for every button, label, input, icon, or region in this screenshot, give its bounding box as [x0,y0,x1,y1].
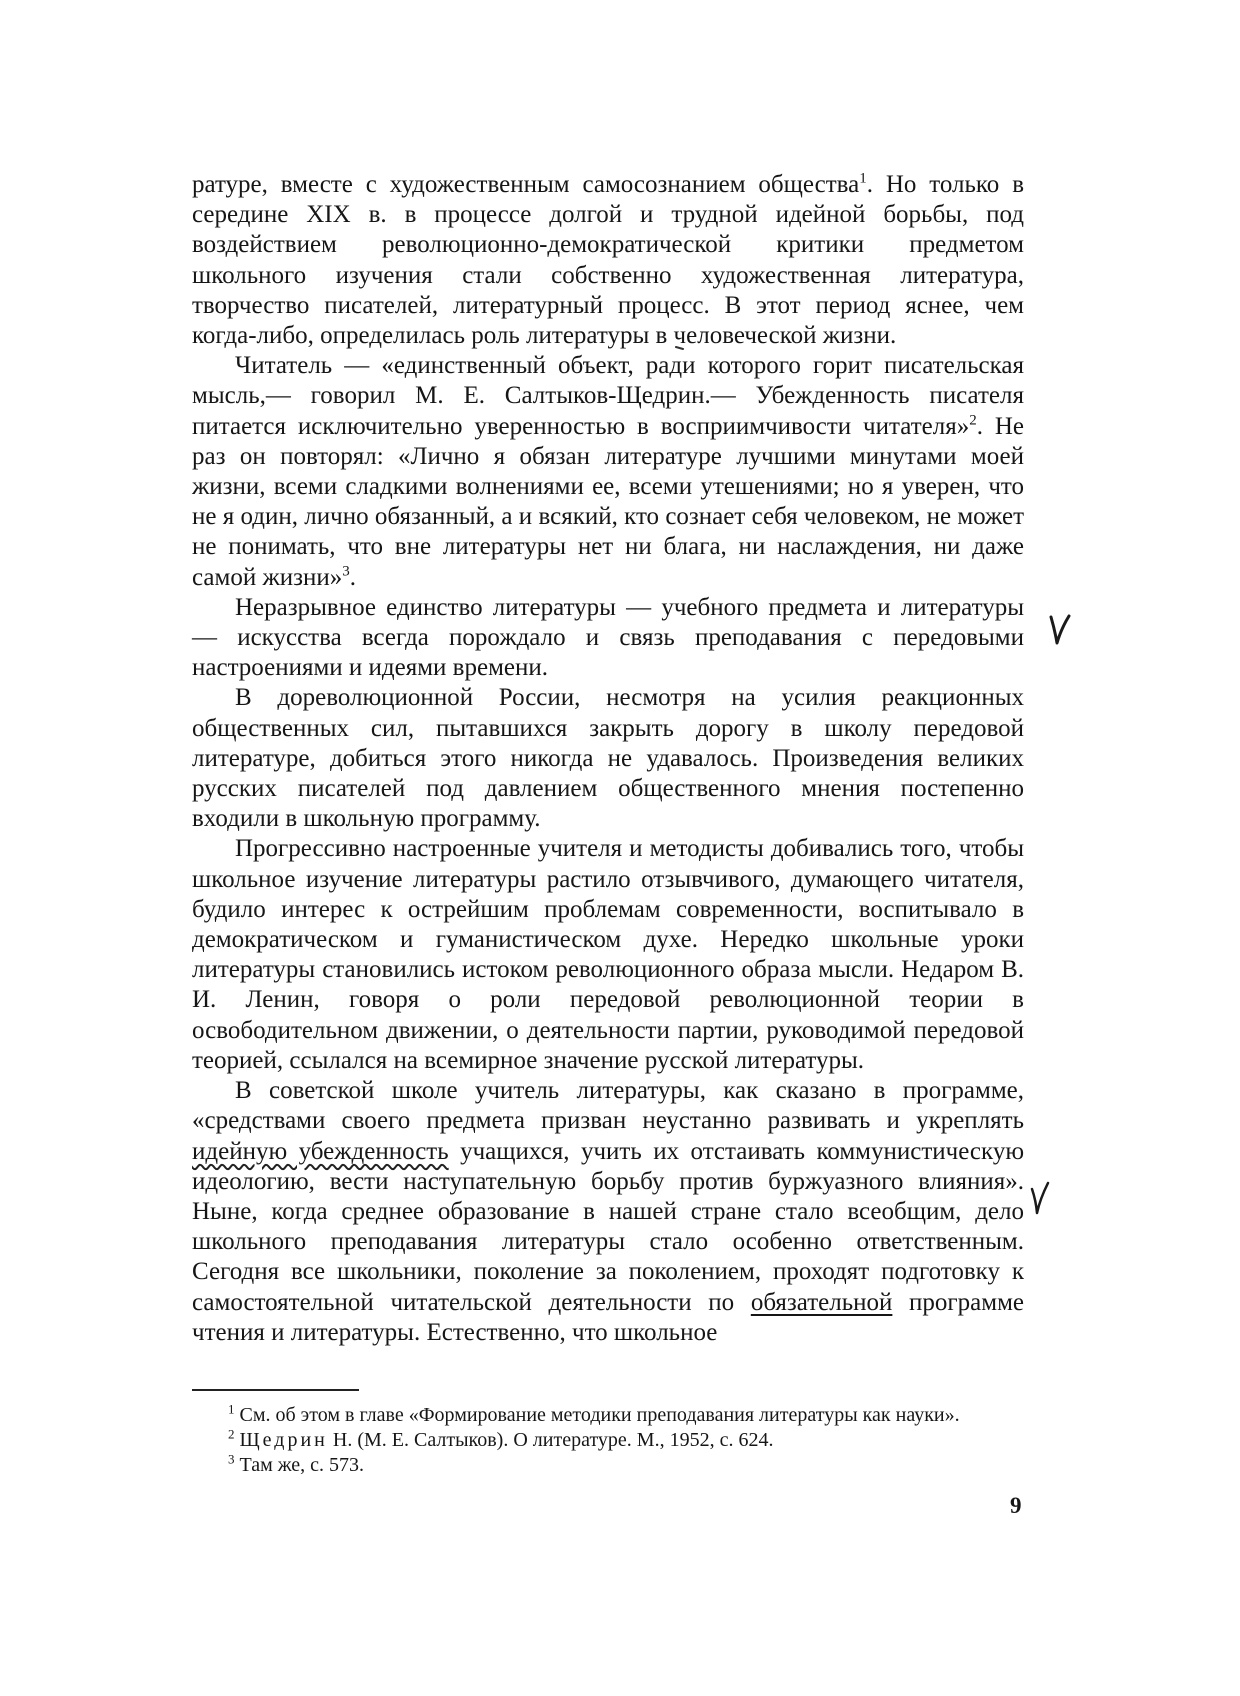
paragraph-3: Неразрывное единство литературы — учебного предмета и литературы — искусства всегда порождало и связь преподавания с передовыми настроениями и идеями времени. [192,593,1024,682]
footnote-text: Н. (М. Е. Салтыков). О литературе. М., 1952, с. 624. [327,1429,774,1451]
handwritten-underline-word: обязательной [750,1288,893,1316]
footnote-author: Щедрин [239,1429,328,1451]
text-run: . [349,563,356,591]
handwritten-check-mark-icon [1048,613,1072,649]
footnote-ref-3: 3 [342,563,350,580]
text-run: программе чтения и литературы. Естественно, что школьное [192,1288,1025,1346]
paragraph-6 [192,1076,1024,1348]
main-text [192,170,1024,1348]
paragraph-4: В дореволюционной России, несмотря на усилия реакционных общественных сил, пытавшихся закрыть дорогу в школу передовой литературе, добиться этого никогда не удавалось. Произведения великих русских писателей под давлением общественного мнения постепенно входили в школьную программу. [192,684,1024,833]
text-run: Читатель — «единственный объект, ради которого горит писательская мысль,— говорил М. Е. Салтыков-Щедрин.— Убежденность писателя питается исключительно уверенностью в восприимчивости читателя» [192,352,1024,440]
footnote-ref-1: 1 [859,170,867,187]
footnote-number: 1 [228,1401,235,1417]
text-run: . Не раз он повторял: «Лично я обязан литературе лучшими минутами моей жизни, всеми сладкими волнениями ее, всеми утешениями; но я уверен, что не я один, лично обязанный, а и всякий, кто сознает себя человеком, не может не понимать, что вне литературы нет ни блага, ни наслаждения, ни даже самой жизни» [192,412,1024,591]
paragraph-2 [192,351,1024,593]
handwritten-check-mark-icon [1028,1181,1052,1217]
text-run: В советской школе учитель литературы, как сказано в программе, «средствами своего предмета призван неустанно развивать и укреплять [192,1077,1024,1135]
footnote-3 [192,1453,1024,1478]
footnotes [192,1403,1024,1478]
footnote-text: Там же, с. 573. [234,1454,365,1476]
text-run: . Но только в середине XIX в. в процессе долгой и трудной идейной борьбы, под воздействием революционно-демократической критики предметом школьного изучения стали собственно художественная литература, творчество писателей, литературный процесс. В этот период яснее, чем когда-либо, определилась роль литературы в человеческой жизни. [192,171,1024,350]
text-run: ратуре, вместе с художественным самосознанием общества [192,171,860,198]
footnote-1 [192,1403,1024,1428]
page-number: 9 [1010,1493,1022,1518]
footnote-ref-2: 2 [969,412,977,429]
footnote-2 [192,1428,1024,1453]
footnote-separator [192,1389,359,1391]
paragraph-5: Прогрессивно настроенные учителя и методисты добивались того, чтобы школьное изучение литературы растило отзывчивого, думающего читателя, будило интерес к острейшим проблемам современности, воспитывало в демократическом и гуманистическом духе. Нередко школьные уроки литературы становились истоком революционного образа мысли. Недаром В. И. Ленин, говоря о роли передовой революционной теории в освободительном движении, о деятельности партии, руководимой передовой теорией, ссылался на всемирное значение русской литературы. [192,835,1024,1074]
footnote-number: 3 [228,1451,235,1467]
pencil-dash-mark [675,345,684,351]
paragraph-1 [192,170,1024,351]
footnote-number: 2 [228,1426,235,1442]
footnote-text: См. об этом в главе «Формирование методики преподавания литературы как науки». [234,1404,960,1426]
text-run: учащихся, учить их отстаивать коммунистическую идеологию, вести наступательную борьбу против буржуазного влияния». Ныне, когда среднее образование в нашей стране стало всеобщим, дело школьного преподавания литературы стало особенно ответственным. Сегодня все школьники, поколение за поколением, проходят подготовку к самостоятельной читательской деятельности по [192,1137,1024,1316]
handwritten-underline-phrase: идейную убежденность [192,1137,449,1165]
